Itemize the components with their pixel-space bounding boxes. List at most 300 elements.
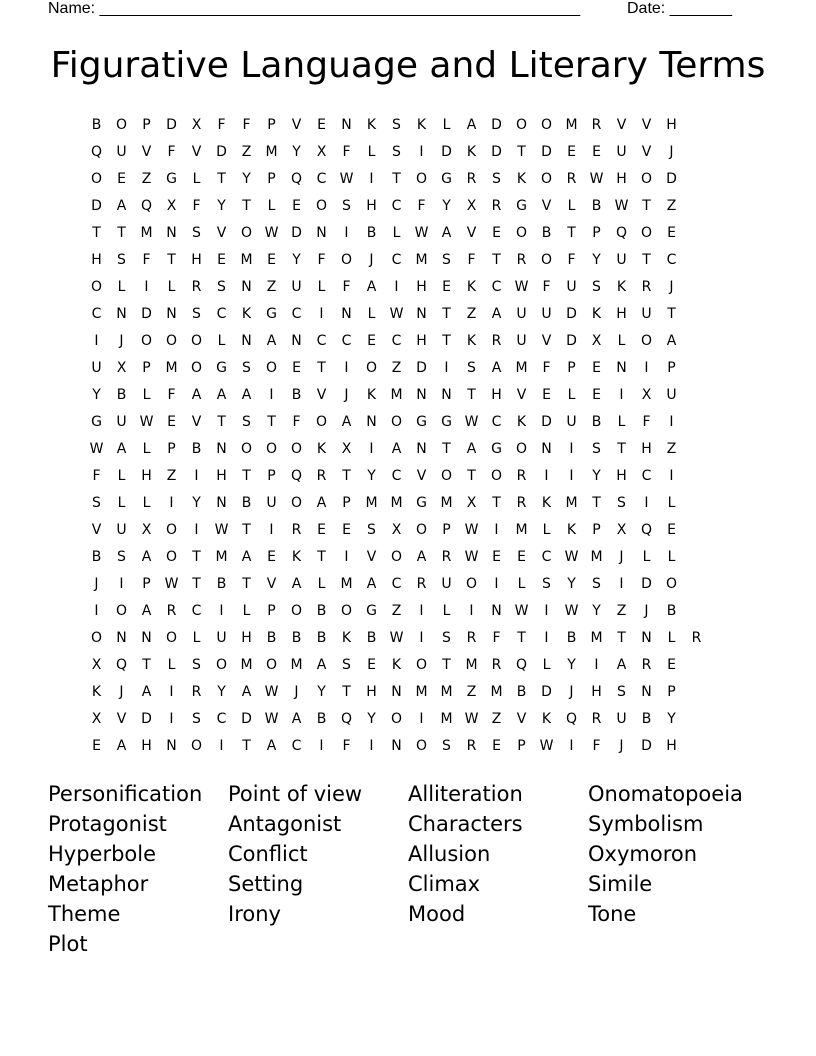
grid-letter[interactable]: S: [592, 576, 601, 592]
grid-letter[interactable]: S: [342, 198, 351, 214]
grid-letter[interactable]: U: [516, 333, 527, 349]
grid-letter[interactable]: S: [342, 657, 351, 673]
grid-letter[interactable]: Z: [266, 279, 277, 295]
grid-letter[interactable]: U: [641, 306, 652, 322]
grid-letter[interactable]: I: [344, 360, 349, 376]
grid-letter[interactable]: T: [217, 414, 226, 430]
grid-letter[interactable]: S: [192, 306, 201, 322]
grid-letter[interactable]: L: [117, 495, 126, 511]
grid-letter[interactable]: H: [366, 198, 377, 214]
grid-letter[interactable]: J: [369, 252, 374, 268]
grid-letter[interactable]: X: [466, 495, 477, 511]
grid-letter[interactable]: I: [544, 603, 549, 619]
grid-letter[interactable]: E: [567, 144, 576, 160]
grid-letter[interactable]: I: [94, 333, 99, 349]
grid-letter[interactable]: N: [391, 684, 402, 700]
grid-letter[interactable]: A: [291, 711, 302, 727]
grid-letter[interactable]: T: [492, 495, 501, 511]
grid-letter[interactable]: T: [617, 441, 626, 457]
grid-letter[interactable]: L: [667, 630, 676, 646]
grid-letter[interactable]: B: [316, 630, 327, 646]
grid-letter[interactable]: K: [91, 684, 102, 700]
grid-letter[interactable]: S: [392, 144, 401, 160]
grid-letter[interactable]: H: [141, 738, 152, 754]
grid-letter[interactable]: Y: [592, 603, 601, 619]
grid-letter[interactable]: L: [242, 603, 251, 619]
grid-letter[interactable]: C: [91, 306, 102, 322]
grid-letter[interactable]: R: [641, 279, 652, 295]
grid-letter[interactable]: L: [442, 117, 451, 133]
grid-letter[interactable]: O: [240, 441, 253, 457]
grid-letter[interactable]: L: [667, 549, 676, 565]
grid-letter[interactable]: V: [141, 144, 152, 160]
grid-letter[interactable]: E: [267, 252, 276, 268]
grid-letter[interactable]: A: [391, 441, 402, 457]
grid-letter[interactable]: I: [544, 630, 549, 646]
grid-letter[interactable]: N: [491, 603, 502, 619]
grid-letter[interactable]: B: [641, 711, 652, 727]
grid-letter[interactable]: D: [141, 306, 152, 322]
grid-letter[interactable]: G: [266, 306, 277, 322]
grid-letter[interactable]: Q: [90, 144, 103, 160]
grid-letter[interactable]: O: [290, 441, 303, 457]
grid-letter[interactable]: N: [241, 279, 252, 295]
grid-letter[interactable]: B: [541, 225, 552, 241]
grid-letter[interactable]: T: [317, 360, 326, 376]
grid-letter[interactable]: T: [442, 657, 451, 673]
grid-letter[interactable]: O: [290, 603, 303, 619]
grid-letter[interactable]: Q: [340, 711, 353, 727]
grid-letter[interactable]: F: [492, 630, 501, 646]
grid-letter[interactable]: M: [340, 576, 353, 592]
grid-letter[interactable]: I: [669, 414, 674, 430]
grid-letter[interactable]: T: [267, 414, 276, 430]
grid-letter[interactable]: Q: [290, 468, 303, 484]
grid-letter[interactable]: K: [466, 279, 477, 295]
grid-letter[interactable]: V: [641, 117, 652, 133]
grid-letter[interactable]: U: [116, 414, 127, 430]
grid-letter[interactable]: L: [117, 468, 126, 484]
grid-letter[interactable]: P: [267, 468, 276, 484]
grid-letter[interactable]: H: [241, 630, 252, 646]
grid-letter[interactable]: K: [591, 306, 602, 322]
grid-letter[interactable]: O: [265, 360, 278, 376]
grid-letter[interactable]: L: [167, 279, 176, 295]
grid-letter[interactable]: F: [542, 360, 551, 376]
grid-letter[interactable]: O: [240, 225, 253, 241]
grid-letter[interactable]: O: [540, 117, 553, 133]
grid-letter[interactable]: M: [590, 630, 603, 646]
grid-letter[interactable]: T: [92, 225, 101, 241]
grid-letter[interactable]: Q: [515, 657, 528, 673]
grid-letter[interactable]: O: [165, 333, 178, 349]
grid-letter[interactable]: M: [440, 684, 453, 700]
grid-letter[interactable]: S: [542, 576, 551, 592]
grid-letter[interactable]: B: [116, 387, 127, 403]
grid-letter[interactable]: Y: [92, 387, 101, 403]
grid-letter[interactable]: I: [169, 495, 174, 511]
grid-letter[interactable]: E: [292, 198, 301, 214]
grid-letter[interactable]: T: [342, 684, 351, 700]
grid-letter[interactable]: O: [290, 495, 303, 511]
grid-letter[interactable]: L: [667, 495, 676, 511]
grid-letter[interactable]: N: [416, 306, 427, 322]
grid-letter[interactable]: B: [666, 603, 677, 619]
grid-letter[interactable]: A: [441, 225, 452, 241]
grid-letter[interactable]: E: [667, 522, 676, 538]
grid-letter[interactable]: Z: [666, 441, 677, 457]
grid-letter[interactable]: F: [217, 117, 226, 133]
grid-letter[interactable]: J: [119, 333, 124, 349]
grid-letter[interactable]: V: [641, 144, 652, 160]
grid-letter[interactable]: U: [566, 279, 577, 295]
grid-letter[interactable]: E: [92, 738, 101, 754]
grid-letter[interactable]: L: [192, 630, 201, 646]
grid-letter[interactable]: R: [316, 468, 327, 484]
grid-letter[interactable]: Z: [241, 144, 252, 160]
grid-letter[interactable]: O: [540, 171, 553, 187]
grid-letter[interactable]: S: [442, 630, 451, 646]
grid-letter[interactable]: U: [516, 306, 527, 322]
grid-letter[interactable]: W: [264, 684, 279, 700]
grid-letter[interactable]: T: [242, 738, 251, 754]
grid-letter[interactable]: K: [366, 117, 377, 133]
grid-letter[interactable]: D: [216, 144, 227, 160]
grid-letter[interactable]: N: [166, 306, 177, 322]
grid-letter[interactable]: V: [266, 576, 277, 592]
grid-letter[interactable]: O: [390, 711, 403, 727]
grid-letter[interactable]: A: [116, 198, 127, 214]
grid-letter[interactable]: P: [267, 171, 276, 187]
grid-letter[interactable]: H: [416, 279, 427, 295]
grid-letter[interactable]: N: [116, 306, 127, 322]
grid-letter[interactable]: A: [491, 306, 502, 322]
grid-letter[interactable]: W: [614, 198, 629, 214]
grid-letter[interactable]: O: [390, 549, 403, 565]
grid-letter[interactable]: M: [440, 495, 453, 511]
grid-letter[interactable]: O: [115, 117, 128, 133]
grid-letter[interactable]: F: [192, 198, 201, 214]
grid-letter[interactable]: Y: [367, 468, 376, 484]
grid-letter[interactable]: S: [192, 711, 201, 727]
grid-letter[interactable]: H: [216, 468, 227, 484]
grid-letter[interactable]: I: [494, 522, 499, 538]
grid-letter[interactable]: Y: [317, 684, 326, 700]
grid-letter[interactable]: I: [219, 738, 224, 754]
grid-letter[interactable]: T: [192, 576, 201, 592]
grid-letter[interactable]: I: [394, 279, 399, 295]
grid-letter[interactable]: I: [344, 549, 349, 565]
grid-letter[interactable]: E: [167, 414, 176, 430]
grid-letter[interactable]: F: [567, 252, 576, 268]
grid-letter[interactable]: Z: [391, 603, 402, 619]
grid-letter[interactable]: S: [492, 171, 501, 187]
grid-letter[interactable]: V: [291, 117, 302, 133]
grid-letter[interactable]: M: [290, 657, 303, 673]
grid-letter[interactable]: R: [591, 117, 602, 133]
grid-letter[interactable]: D: [291, 225, 302, 241]
grid-letter[interactable]: O: [415, 171, 428, 187]
grid-letter[interactable]: G: [491, 441, 502, 457]
grid-letter[interactable]: M: [440, 711, 453, 727]
grid-letter[interactable]: F: [317, 252, 326, 268]
grid-letter[interactable]: L: [117, 279, 126, 295]
grid-letter[interactable]: W: [564, 603, 579, 619]
grid-letter[interactable]: A: [216, 387, 227, 403]
grid-letter[interactable]: F: [292, 414, 301, 430]
grid-letter[interactable]: T: [517, 630, 526, 646]
grid-letter[interactable]: N: [166, 225, 177, 241]
grid-letter[interactable]: Y: [592, 468, 601, 484]
grid-letter[interactable]: T: [442, 441, 451, 457]
grid-letter[interactable]: A: [466, 117, 477, 133]
grid-letter[interactable]: T: [392, 171, 401, 187]
grid-letter[interactable]: W: [564, 549, 579, 565]
grid-letter[interactable]: O: [115, 603, 128, 619]
grid-letter[interactable]: I: [169, 711, 174, 727]
grid-letter[interactable]: P: [517, 738, 526, 754]
grid-letter[interactable]: Z: [466, 684, 477, 700]
grid-letter[interactable]: O: [140, 333, 153, 349]
grid-letter[interactable]: E: [217, 252, 226, 268]
grid-letter[interactable]: O: [165, 522, 178, 538]
grid-letter[interactable]: J: [569, 684, 574, 700]
grid-letter[interactable]: M: [265, 144, 278, 160]
grid-letter[interactable]: T: [117, 225, 126, 241]
grid-letter[interactable]: O: [640, 333, 653, 349]
grid-letter[interactable]: N: [166, 738, 177, 754]
grid-letter[interactable]: E: [442, 279, 451, 295]
grid-letter[interactable]: W: [264, 225, 279, 241]
grid-letter[interactable]: S: [392, 117, 401, 133]
grid-letter[interactable]: Y: [667, 711, 676, 727]
grid-letter[interactable]: Y: [242, 171, 251, 187]
grid-letter[interactable]: J: [294, 684, 299, 700]
grid-letter[interactable]: F: [167, 144, 176, 160]
grid-letter[interactable]: C: [491, 414, 502, 430]
grid-letter[interactable]: M: [590, 549, 603, 565]
grid-letter[interactable]: E: [317, 117, 326, 133]
grid-letter[interactable]: C: [291, 306, 302, 322]
grid-letter[interactable]: I: [569, 441, 574, 457]
grid-letter[interactable]: W: [539, 738, 554, 754]
grid-letter[interactable]: N: [416, 387, 427, 403]
grid-letter[interactable]: F: [92, 468, 101, 484]
grid-letter[interactable]: I: [619, 387, 624, 403]
grid-letter[interactable]: R: [641, 657, 652, 673]
grid-letter[interactable]: O: [415, 657, 428, 673]
grid-letter[interactable]: Z: [166, 468, 177, 484]
grid-letter[interactable]: D: [541, 144, 552, 160]
grid-letter[interactable]: N: [291, 333, 302, 349]
grid-letter[interactable]: N: [341, 117, 352, 133]
grid-letter[interactable]: T: [242, 522, 251, 538]
grid-letter[interactable]: C: [541, 549, 552, 565]
grid-letter[interactable]: M: [365, 495, 378, 511]
grid-letter[interactable]: R: [516, 468, 527, 484]
grid-letter[interactable]: M: [515, 360, 528, 376]
grid-letter[interactable]: H: [191, 252, 202, 268]
grid-letter[interactable]: S: [117, 549, 126, 565]
grid-letter[interactable]: M: [390, 495, 403, 511]
grid-letter[interactable]: S: [192, 225, 201, 241]
grid-letter[interactable]: Y: [367, 711, 376, 727]
grid-letter[interactable]: O: [665, 576, 678, 592]
grid-letter[interactable]: P: [592, 225, 601, 241]
grid-letter[interactable]: J: [344, 387, 349, 403]
grid-letter[interactable]: W: [389, 630, 404, 646]
grid-letter[interactable]: I: [644, 495, 649, 511]
grid-letter[interactable]: W: [214, 522, 229, 538]
grid-letter[interactable]: B: [191, 441, 202, 457]
grid-letter[interactable]: I: [419, 711, 424, 727]
grid-letter[interactable]: P: [142, 117, 151, 133]
grid-letter[interactable]: U: [666, 387, 677, 403]
grid-letter[interactable]: G: [366, 603, 377, 619]
grid-letter[interactable]: K: [566, 522, 577, 538]
grid-letter[interactable]: M: [140, 225, 153, 241]
grid-letter[interactable]: Z: [666, 198, 677, 214]
grid-letter[interactable]: P: [567, 360, 576, 376]
grid-letter[interactable]: K: [316, 441, 327, 457]
grid-letter[interactable]: O: [90, 279, 103, 295]
grid-letter[interactable]: H: [366, 684, 377, 700]
grid-letter[interactable]: T: [617, 630, 626, 646]
grid-letter[interactable]: J: [94, 576, 99, 592]
grid-letter[interactable]: L: [167, 657, 176, 673]
grid-letter[interactable]: S: [442, 738, 451, 754]
grid-letter[interactable]: V: [416, 468, 427, 484]
grid-letter[interactable]: D: [441, 144, 452, 160]
grid-letter[interactable]: H: [616, 306, 627, 322]
grid-letter[interactable]: Y: [292, 252, 301, 268]
grid-letter[interactable]: F: [417, 198, 426, 214]
grid-letter[interactable]: E: [492, 738, 501, 754]
grid-letter[interactable]: T: [192, 549, 201, 565]
grid-letter[interactable]: O: [90, 630, 103, 646]
grid-letter[interactable]: L: [542, 657, 551, 673]
grid-letter[interactable]: A: [116, 738, 127, 754]
grid-letter[interactable]: W: [339, 171, 354, 187]
grid-letter[interactable]: X: [166, 198, 177, 214]
grid-letter[interactable]: G: [516, 198, 527, 214]
grid-letter[interactable]: U: [616, 711, 627, 727]
grid-letter[interactable]: I: [319, 738, 324, 754]
grid-letter[interactable]: K: [616, 279, 627, 295]
grid-letter[interactable]: X: [591, 333, 602, 349]
grid-letter[interactable]: V: [516, 711, 527, 727]
grid-letter[interactable]: R: [191, 684, 202, 700]
grid-letter[interactable]: O: [315, 414, 328, 430]
word-search-grid[interactable]: [84, 114, 709, 762]
grid-letter[interactable]: O: [440, 468, 453, 484]
grid-letter[interactable]: D: [641, 738, 652, 754]
grid-letter[interactable]: D: [566, 333, 577, 349]
grid-letter[interactable]: R: [691, 630, 702, 646]
grid-letter[interactable]: N: [641, 684, 652, 700]
grid-letter[interactable]: A: [266, 738, 277, 754]
grid-letter[interactable]: W: [514, 279, 529, 295]
grid-letter[interactable]: A: [191, 387, 202, 403]
grid-letter[interactable]: R: [516, 495, 527, 511]
grid-letter[interactable]: I: [219, 603, 224, 619]
grid-letter[interactable]: S: [442, 252, 451, 268]
grid-letter[interactable]: C: [291, 738, 302, 754]
grid-letter[interactable]: L: [567, 198, 576, 214]
grid-letter[interactable]: I: [544, 468, 549, 484]
grid-letter[interactable]: B: [291, 387, 302, 403]
grid-letter[interactable]: T: [642, 198, 651, 214]
grid-letter[interactable]: O: [515, 117, 528, 133]
grid-letter[interactable]: T: [167, 252, 176, 268]
grid-letter[interactable]: C: [391, 198, 402, 214]
grid-letter[interactable]: C: [316, 171, 327, 187]
grid-letter[interactable]: X: [91, 711, 102, 727]
grid-letter[interactable]: X: [116, 360, 127, 376]
grid-letter[interactable]: W: [514, 603, 529, 619]
grid-letter[interactable]: X: [466, 198, 477, 214]
grid-letter[interactable]: Z: [391, 360, 402, 376]
grid-letter[interactable]: C: [641, 468, 652, 484]
grid-letter[interactable]: L: [267, 198, 276, 214]
grid-letter[interactable]: J: [644, 603, 649, 619]
grid-letter[interactable]: Z: [491, 711, 502, 727]
grid-letter[interactable]: E: [492, 225, 501, 241]
grid-letter[interactable]: I: [669, 468, 674, 484]
grid-letter[interactable]: A: [341, 414, 352, 430]
grid-letter[interactable]: N: [141, 630, 152, 646]
grid-letter[interactable]: T: [567, 225, 576, 241]
grid-letter[interactable]: H: [591, 684, 602, 700]
grid-letter[interactable]: X: [191, 117, 202, 133]
grid-letter[interactable]: C: [491, 279, 502, 295]
grid-letter[interactable]: H: [641, 441, 652, 457]
grid-letter[interactable]: D: [166, 117, 177, 133]
grid-letter[interactable]: L: [317, 576, 326, 592]
grid-letter[interactable]: A: [316, 657, 327, 673]
grid-letter[interactable]: K: [541, 711, 552, 727]
grid-letter[interactable]: U: [291, 279, 302, 295]
grid-letter[interactable]: I: [644, 360, 649, 376]
grid-letter[interactable]: W: [464, 414, 479, 430]
grid-letter[interactable]: B: [516, 684, 527, 700]
grid-letter[interactable]: T: [142, 657, 151, 673]
grid-letter[interactable]: L: [617, 414, 626, 430]
grid-letter[interactable]: I: [269, 522, 274, 538]
grid-letter[interactable]: X: [641, 387, 652, 403]
grid-letter[interactable]: I: [169, 684, 174, 700]
grid-letter[interactable]: Y: [567, 657, 576, 673]
grid-letter[interactable]: T: [442, 306, 451, 322]
grid-letter[interactable]: I: [269, 387, 274, 403]
grid-letter[interactable]: J: [669, 144, 674, 160]
grid-letter[interactable]: S: [242, 360, 251, 376]
grid-letter[interactable]: U: [116, 144, 127, 160]
grid-letter[interactable]: I: [619, 576, 624, 592]
grid-letter[interactable]: D: [491, 144, 502, 160]
grid-letter[interactable]: R: [441, 549, 452, 565]
grid-letter[interactable]: I: [144, 279, 149, 295]
grid-letter[interactable]: A: [141, 684, 152, 700]
grid-letter[interactable]: Y: [592, 252, 601, 268]
grid-letter[interactable]: T: [217, 171, 226, 187]
grid-letter[interactable]: W: [464, 522, 479, 538]
grid-letter[interactable]: S: [617, 495, 626, 511]
grid-letter[interactable]: B: [591, 198, 602, 214]
grid-letter[interactable]: W: [89, 441, 104, 457]
grid-letter[interactable]: Q: [115, 657, 128, 673]
grid-letter[interactable]: K: [291, 549, 302, 565]
